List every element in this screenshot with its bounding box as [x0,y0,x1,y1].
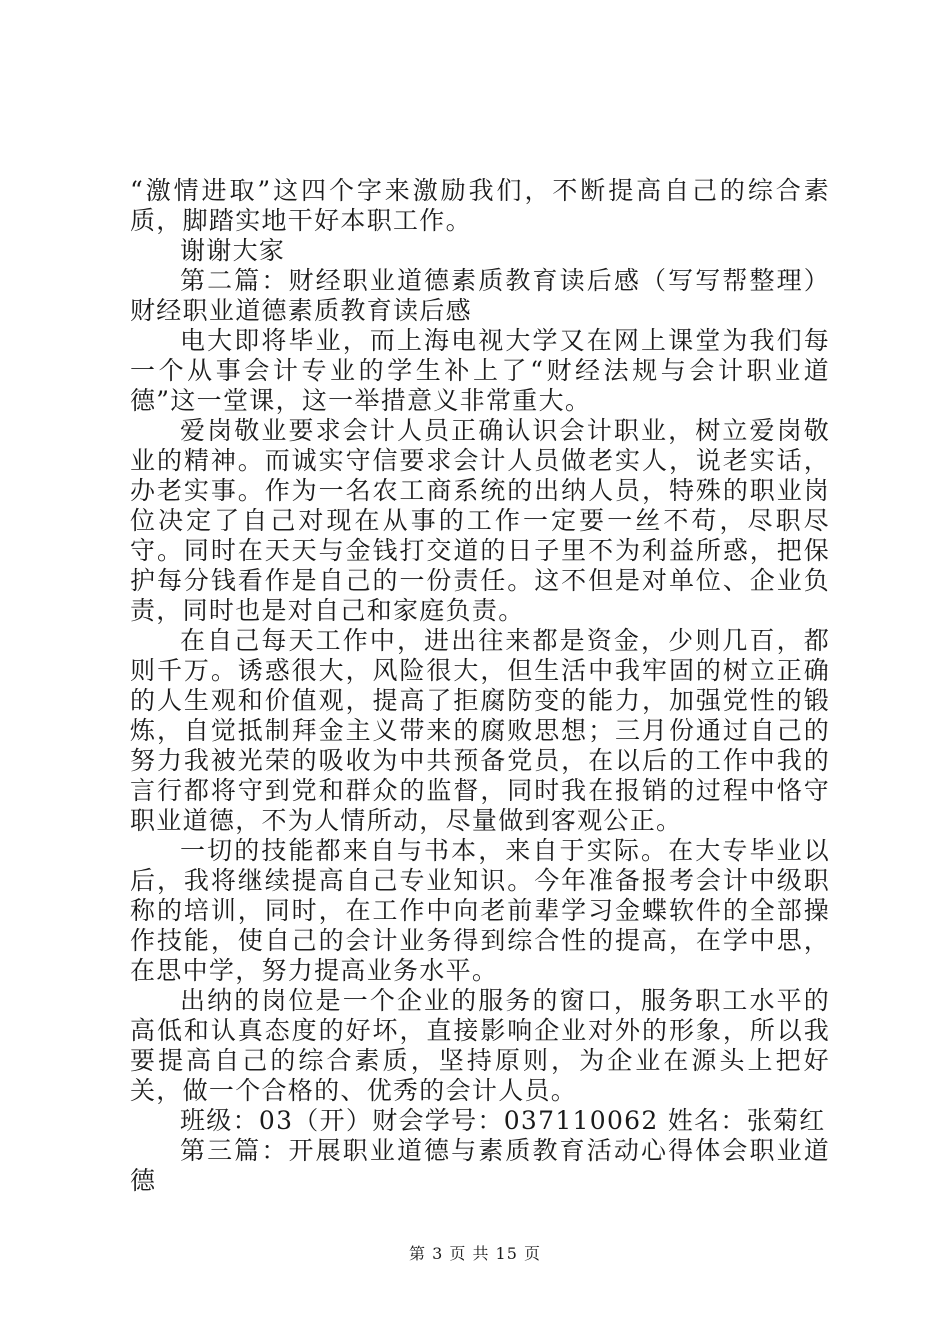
paragraph-1: “激情进取”这四个字来激励我们，不断提高自己的综合素质，脚踏实地干好本职工作。 [130,176,830,235]
page-number-footer: 第 3 页 共 15 页 [409,1244,541,1263]
paragraph-2: 谢谢大家 [180,236,286,265]
document-body [130,176,830,1196]
paragraph-4: 爱岗敬业要求会计人员正确认识会计职业，树立爱岗敬业的精神。而诚实守信要求会计人员做老实人，说老实话，办老实事。作为一名农工商系统的出纳人员，特殊的职业岗位决定了自己对现在从事的工作一定要一丝不苟，尽职尽守。同时在天天与金钱打交道的日子里不为利益所惑，把保护每分钱看作是自己的一份责任。这不但是对单位、企业负责，同时也是对自己和家庭负责。 [130,416,830,625]
section-heading-2: 第二篇：财经职业道德素质教育读后感（写写帮整理）财经职业道德素质教育读后感 [130,266,830,325]
author-info: 班级：03（开）财会学号：037110062 姓名：张菊红 [180,1106,826,1135]
paragraph-3: 电大即将毕业，而上海电视大学又在网上课堂为我们每一个从事会计专业的学生补上了“财经法规与会计职业道德”这一堂课，这一举措意义非常重大。 [130,326,830,415]
paragraph-6: 一切的技能都来自与书本，来自于实际。在大专毕业以后，我将继续提高自己专业知识。今年准备报考会计中级职称的培训，同时，在工作中向老前辈学习金蝶软件的全部操作技能，使自己的会计业务得到综合性的提高，在学中思，在思中学，努力提高业务水平。 [130,836,830,985]
paragraph-7: 出纳的岗位是一个企业的服务的窗口，服务职工水平的高低和认真态度的好坏，直接影响企业对外的形象，所以我要提高自己的综合素质，坚持原则，为企业在源头上把好关，做一个合格的、优秀的会计人员。 [130,986,830,1105]
section-heading-3: 第三篇：开展职业道德与素质教育活动心得体会职业道德 [130,1136,830,1195]
paragraph-5: 在自己每天工作中，进出往来都是资金，少则几百，都则千万。诱惑很大，风险很大，但生活中我牢固的树立正确的人生观和价值观，提高了拒腐防变的能力，加强党性的锻炼，自觉抵制拜金主义带来的腐败思想；三月份通过自己的努力我被光荣的吸收为中共预备党员，在以后的工作中我的言行都将守到党和群众的监督，同时我在报销的过程中恪守职业道德，不为人情所动，尽量做到客观公正。 [130,626,830,835]
